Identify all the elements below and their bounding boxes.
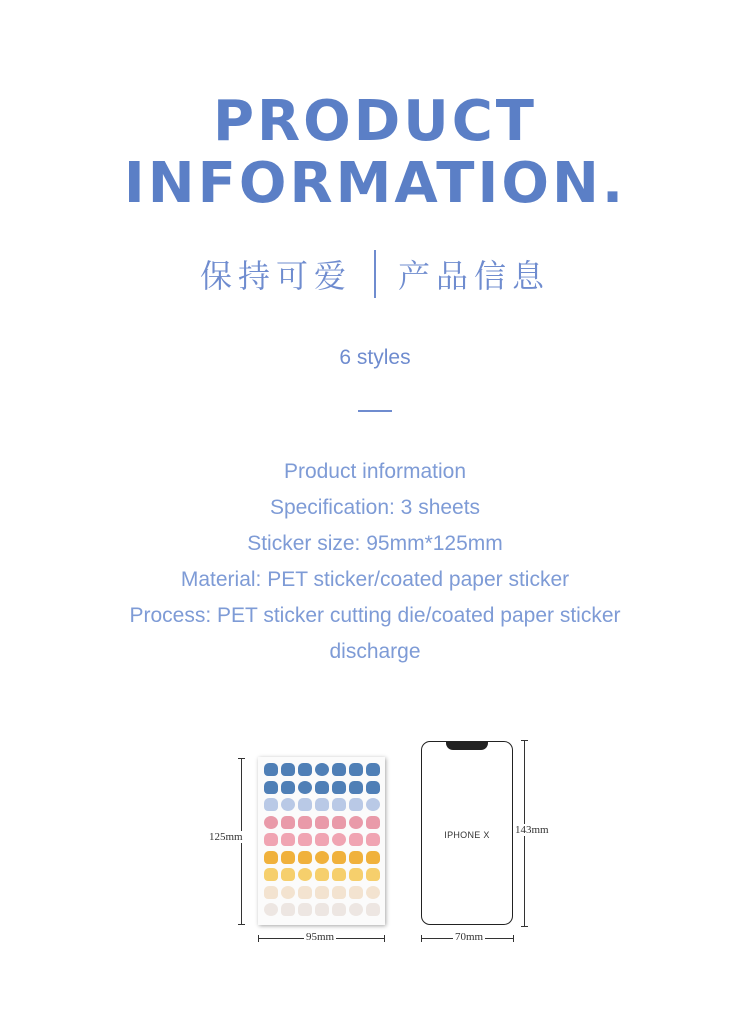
sticker xyxy=(366,763,380,776)
phone-width-tick-right xyxy=(513,935,514,942)
sticker xyxy=(281,833,295,846)
sticker xyxy=(349,851,363,864)
sticker xyxy=(281,903,295,916)
sticker xyxy=(281,868,295,881)
info-line-process: Process: PET sticker cutting die/coated paper sticker xyxy=(129,604,621,627)
sticker xyxy=(264,851,278,864)
sticker xyxy=(264,763,278,776)
phone-height-tick-bottom xyxy=(521,926,528,927)
sticker xyxy=(281,886,295,899)
sheet-width-label: 95mm xyxy=(306,931,335,943)
phone-height-label: 143mm xyxy=(515,824,549,836)
sticker xyxy=(332,816,346,829)
sticker xyxy=(332,903,346,916)
sticker xyxy=(315,833,329,846)
sticker xyxy=(281,798,295,811)
phone-width-tick-left xyxy=(421,935,422,942)
sticker xyxy=(264,903,278,916)
sheet-width-tick-right xyxy=(384,935,385,942)
sticker xyxy=(281,781,295,794)
sticker xyxy=(366,851,380,864)
sticker xyxy=(281,816,295,829)
sticker xyxy=(366,798,380,811)
sticker xyxy=(315,851,329,864)
sticker xyxy=(315,903,329,916)
sticker xyxy=(298,903,312,916)
sticker xyxy=(349,886,363,899)
sticker xyxy=(264,868,278,881)
sheet-height-tick-top xyxy=(238,758,245,759)
sticker xyxy=(349,763,363,776)
sticker xyxy=(298,816,312,829)
subtitle-right: 产品信息 xyxy=(398,257,551,295)
sticker xyxy=(298,763,312,776)
sticker xyxy=(332,763,346,776)
sticker xyxy=(332,886,346,899)
sticker xyxy=(366,833,380,846)
sticker xyxy=(315,886,329,899)
info-line-size: Sticker size: 95mm*125mm xyxy=(247,532,503,555)
sticker xyxy=(298,868,312,881)
info-line-material: Material: PET sticker/coated paper sticker xyxy=(180,568,570,591)
sticker xyxy=(264,798,278,811)
sticker xyxy=(366,816,380,829)
subtitle-left: 保持可爱 xyxy=(199,257,352,295)
sticker xyxy=(366,868,380,881)
title-line-2: INFORMATION. xyxy=(123,151,627,216)
product-info-block xyxy=(0,454,750,670)
sticker xyxy=(332,833,346,846)
sticker xyxy=(281,763,295,776)
sticker xyxy=(315,868,329,881)
divider-dash xyxy=(358,410,392,412)
sticker xyxy=(332,868,346,881)
sheet-height-label: 125mm xyxy=(209,831,243,843)
phone-label: IPHONE X xyxy=(444,830,490,840)
phone-notch xyxy=(446,741,488,750)
sticker xyxy=(332,851,346,864)
sticker xyxy=(315,816,329,829)
info-line-heading: Product information xyxy=(283,460,467,483)
sticker-sheet xyxy=(258,757,385,925)
phone-outline xyxy=(421,741,513,925)
sticker xyxy=(349,903,363,916)
sticker xyxy=(298,781,312,794)
sticker xyxy=(315,763,329,776)
sticker xyxy=(298,798,312,811)
sheet-height-tick-bottom xyxy=(238,924,245,925)
sticker xyxy=(349,798,363,811)
sticker xyxy=(332,798,346,811)
sticker xyxy=(366,886,380,899)
sticker xyxy=(349,781,363,794)
sticker xyxy=(281,851,295,864)
styles-count: 6 styles xyxy=(339,346,411,369)
sticker xyxy=(349,833,363,846)
info-line-process-cont: discharge xyxy=(329,640,421,663)
sheet-width-tick-left xyxy=(258,935,259,942)
sticker xyxy=(349,868,363,881)
phone-width-label: 70mm xyxy=(455,931,484,943)
sticker xyxy=(298,851,312,864)
sticker xyxy=(315,798,329,811)
sticker xyxy=(264,886,278,899)
sticker xyxy=(332,781,346,794)
info-line-specification: Specification: 3 sheets xyxy=(269,496,481,519)
phone-height-tick-top xyxy=(521,740,528,741)
sticker xyxy=(264,816,278,829)
sticker xyxy=(298,886,312,899)
chinese-subtitle xyxy=(0,250,750,298)
sticker xyxy=(298,833,312,846)
sticker xyxy=(366,903,380,916)
sticker xyxy=(264,781,278,794)
sticker xyxy=(366,781,380,794)
subtitle-divider xyxy=(374,250,376,298)
sticker xyxy=(349,816,363,829)
sticker xyxy=(315,781,329,794)
sticker xyxy=(264,833,278,846)
title-line-1: PRODUCT xyxy=(212,89,538,154)
